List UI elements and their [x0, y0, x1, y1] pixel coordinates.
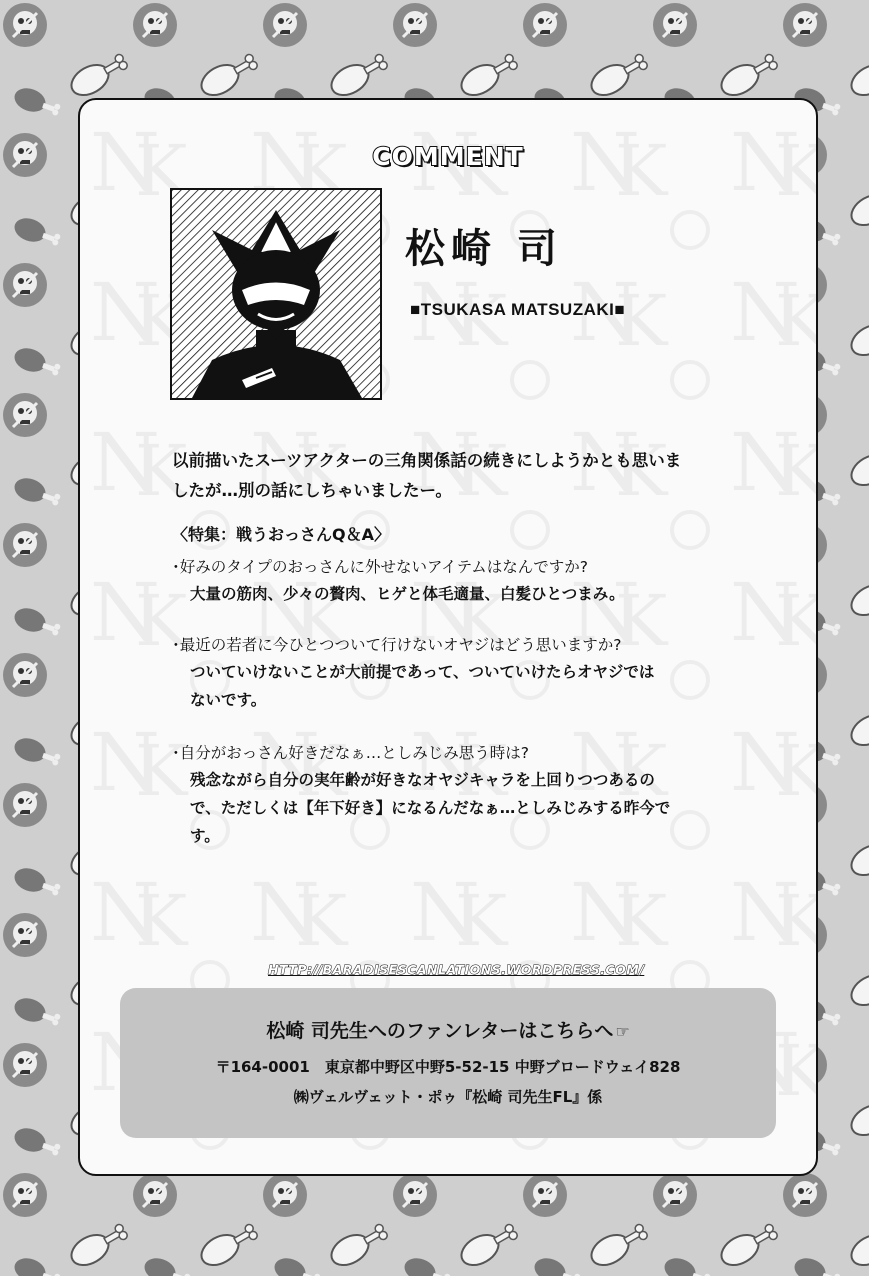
fanletter-box: [120, 988, 776, 1138]
intro-line: したが…別の話にしちゃいましたー。: [172, 481, 452, 500]
answer-line: ないです。: [190, 691, 267, 709]
author-portrait: [170, 188, 382, 400]
answer-line: で、ただしくは【年下好き】になるんだなぁ…としみじみする昨今で: [190, 799, 671, 817]
question: ･自分がおっさん好きだなぁ…としみじみ思う時は?: [172, 744, 529, 762]
intro-text: [172, 446, 792, 506]
fanletter-title: [120, 1016, 776, 1043]
qa-item: [172, 740, 792, 850]
qa-item: [172, 632, 792, 714]
comment-card: [78, 98, 818, 1176]
answer-line: 大量の筋肉、少々の贅肉、ヒゲと体毛適量、白髪ひとつまみ。: [190, 585, 625, 603]
author-name-jp: 松崎 司: [405, 226, 563, 272]
question: ･最近の若者に今ひとつついて行けないオヤジはどう思いますか?: [172, 636, 622, 654]
qa-heading: 〈特集：戦うおっさんQ＆A〉: [172, 525, 390, 544]
pointing-hand-icon: ☞: [615, 1022, 630, 1041]
question: ･好みのタイプのおっさんに外せないアイテムはなんですか?: [172, 558, 589, 576]
qa-item: [172, 554, 792, 608]
fanletter-title-text: 松崎 司先生へのファンレターはこちらへ: [266, 1020, 614, 1042]
answer-line: ついていけないことが大前提であって、ついていけたらオヤジでは: [190, 663, 655, 681]
author-name-en: ■TSUKASA MATSUZAKI■: [410, 300, 626, 319]
helmet-hero-icon: [172, 190, 380, 398]
scanlation-url[interactable]: HTTP://BARADISESCANLATIONS.WORDPRESS.COM/: [268, 962, 645, 977]
intro-line: 以前描いたスーツアクターの三角関係話の続きにしようかとも思いま: [172, 451, 682, 470]
answer-line: 残念ながら自分の実年齢が好きなオヤジキャラを上回りつつあるの: [190, 771, 655, 789]
fanletter-attn: ㈱ヴェルヴェット・ポゥ『松崎 司先生FL』係: [293, 1088, 603, 1106]
answer-line: す。: [190, 827, 220, 845]
comment-heading: COMMENT: [372, 142, 524, 171]
fanletter-address: 〒164-0001 東京都中野区中野5-52-15 中野ブロードウェイ828: [215, 1058, 681, 1076]
